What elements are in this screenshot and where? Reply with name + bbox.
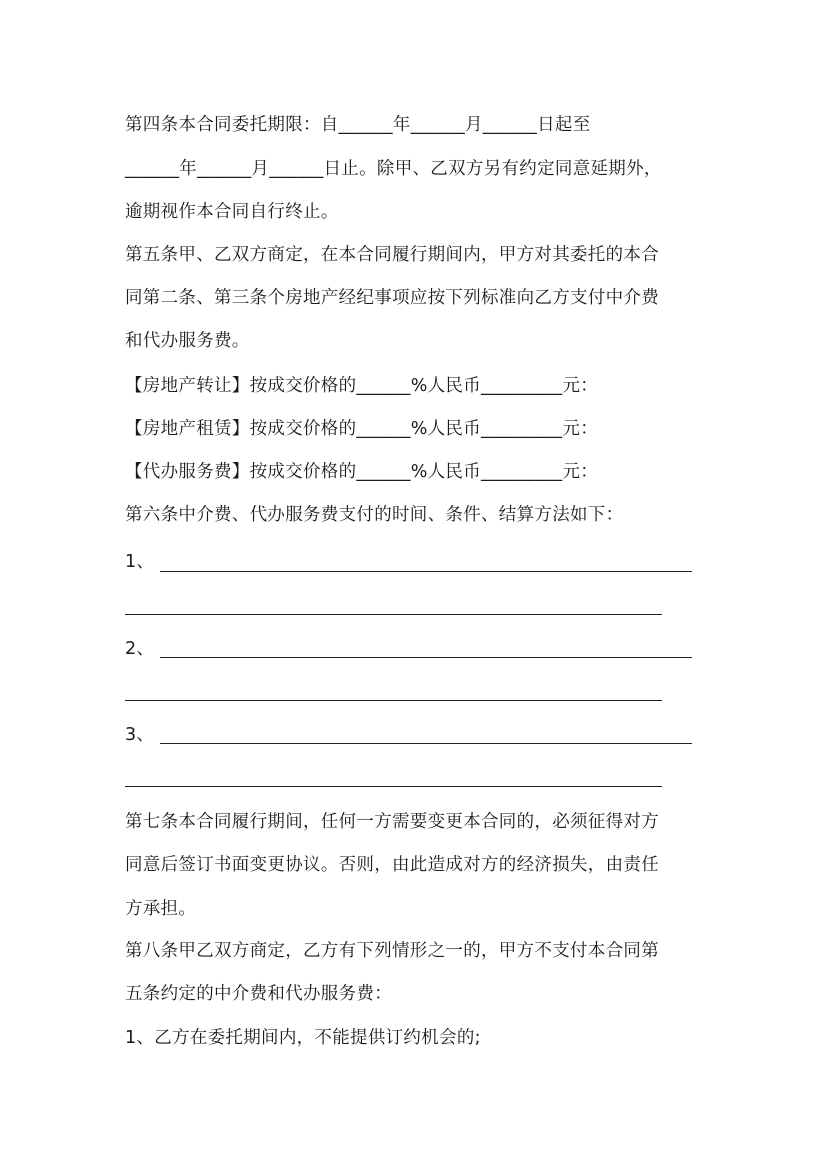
item-1-blank-line-2[interactable]	[125, 614, 662, 615]
fee-service: 【代办服务费】按成交价格的______%人民币_________元：	[125, 462, 599, 482]
article-8-line-1: 第八条甲乙双方商定，乙方有下列情形之一的，甲方不支付本合同第	[125, 941, 659, 961]
article-4-line-2: ______年______月______日止。除甲、乙双方另有约定同意延期外，	[125, 159, 662, 179]
article-5-line-3: 和代办服务费。	[125, 331, 250, 351]
item-3-blank-line-2[interactable]	[125, 786, 662, 787]
item-3-number: 3、	[125, 725, 155, 745]
item-3-blank-line-1[interactable]	[160, 743, 692, 744]
item-2-blank-line-2[interactable]	[125, 700, 662, 701]
article-8-line-2: 五条约定的中介费和代办服务费：	[125, 984, 392, 1004]
article-8-item-1: 1、乙方在委托期间内，不能提供订约机会的;	[125, 1028, 481, 1048]
article-4-line-1: 第四条本合同委托期限：自______年______月______日起至	[125, 115, 591, 135]
article-5-line-2: 同第二条、第三条个房地产经纪事项应按下列标准向乙方支付中介费	[125, 288, 659, 308]
article-6-line-1: 第六条中介费、代办服务费支付的时间、条件、结算方法如下：	[125, 505, 624, 525]
item-1-number: 1、	[125, 552, 155, 572]
item-2-blank-line-1[interactable]	[160, 657, 692, 658]
item-1-blank-line-1[interactable]	[160, 571, 692, 572]
item-2-number: 2、	[125, 639, 155, 659]
article-7-line-2: 同意后签订书面变更协议。否则，由此造成对方的经济损失，由责任	[125, 855, 659, 875]
article-4-line-3: 逾期视作本合同自行终止。	[125, 202, 339, 222]
fee-transfer: 【房地产转让】按成交价格的______%人民币_________元：	[125, 376, 599, 396]
article-7-line-1: 第七条本合同履行期间，任何一方需要变更本合同的，必须征得对方	[125, 812, 659, 832]
article-5-line-1: 第五条甲、乙双方商定，在本合同履行期间内，甲方对其委托的本合	[125, 245, 659, 265]
fee-lease: 【房地产租赁】按成交价格的______%人民币_________元：	[125, 419, 599, 439]
article-7-line-3: 方承担。	[125, 899, 197, 919]
